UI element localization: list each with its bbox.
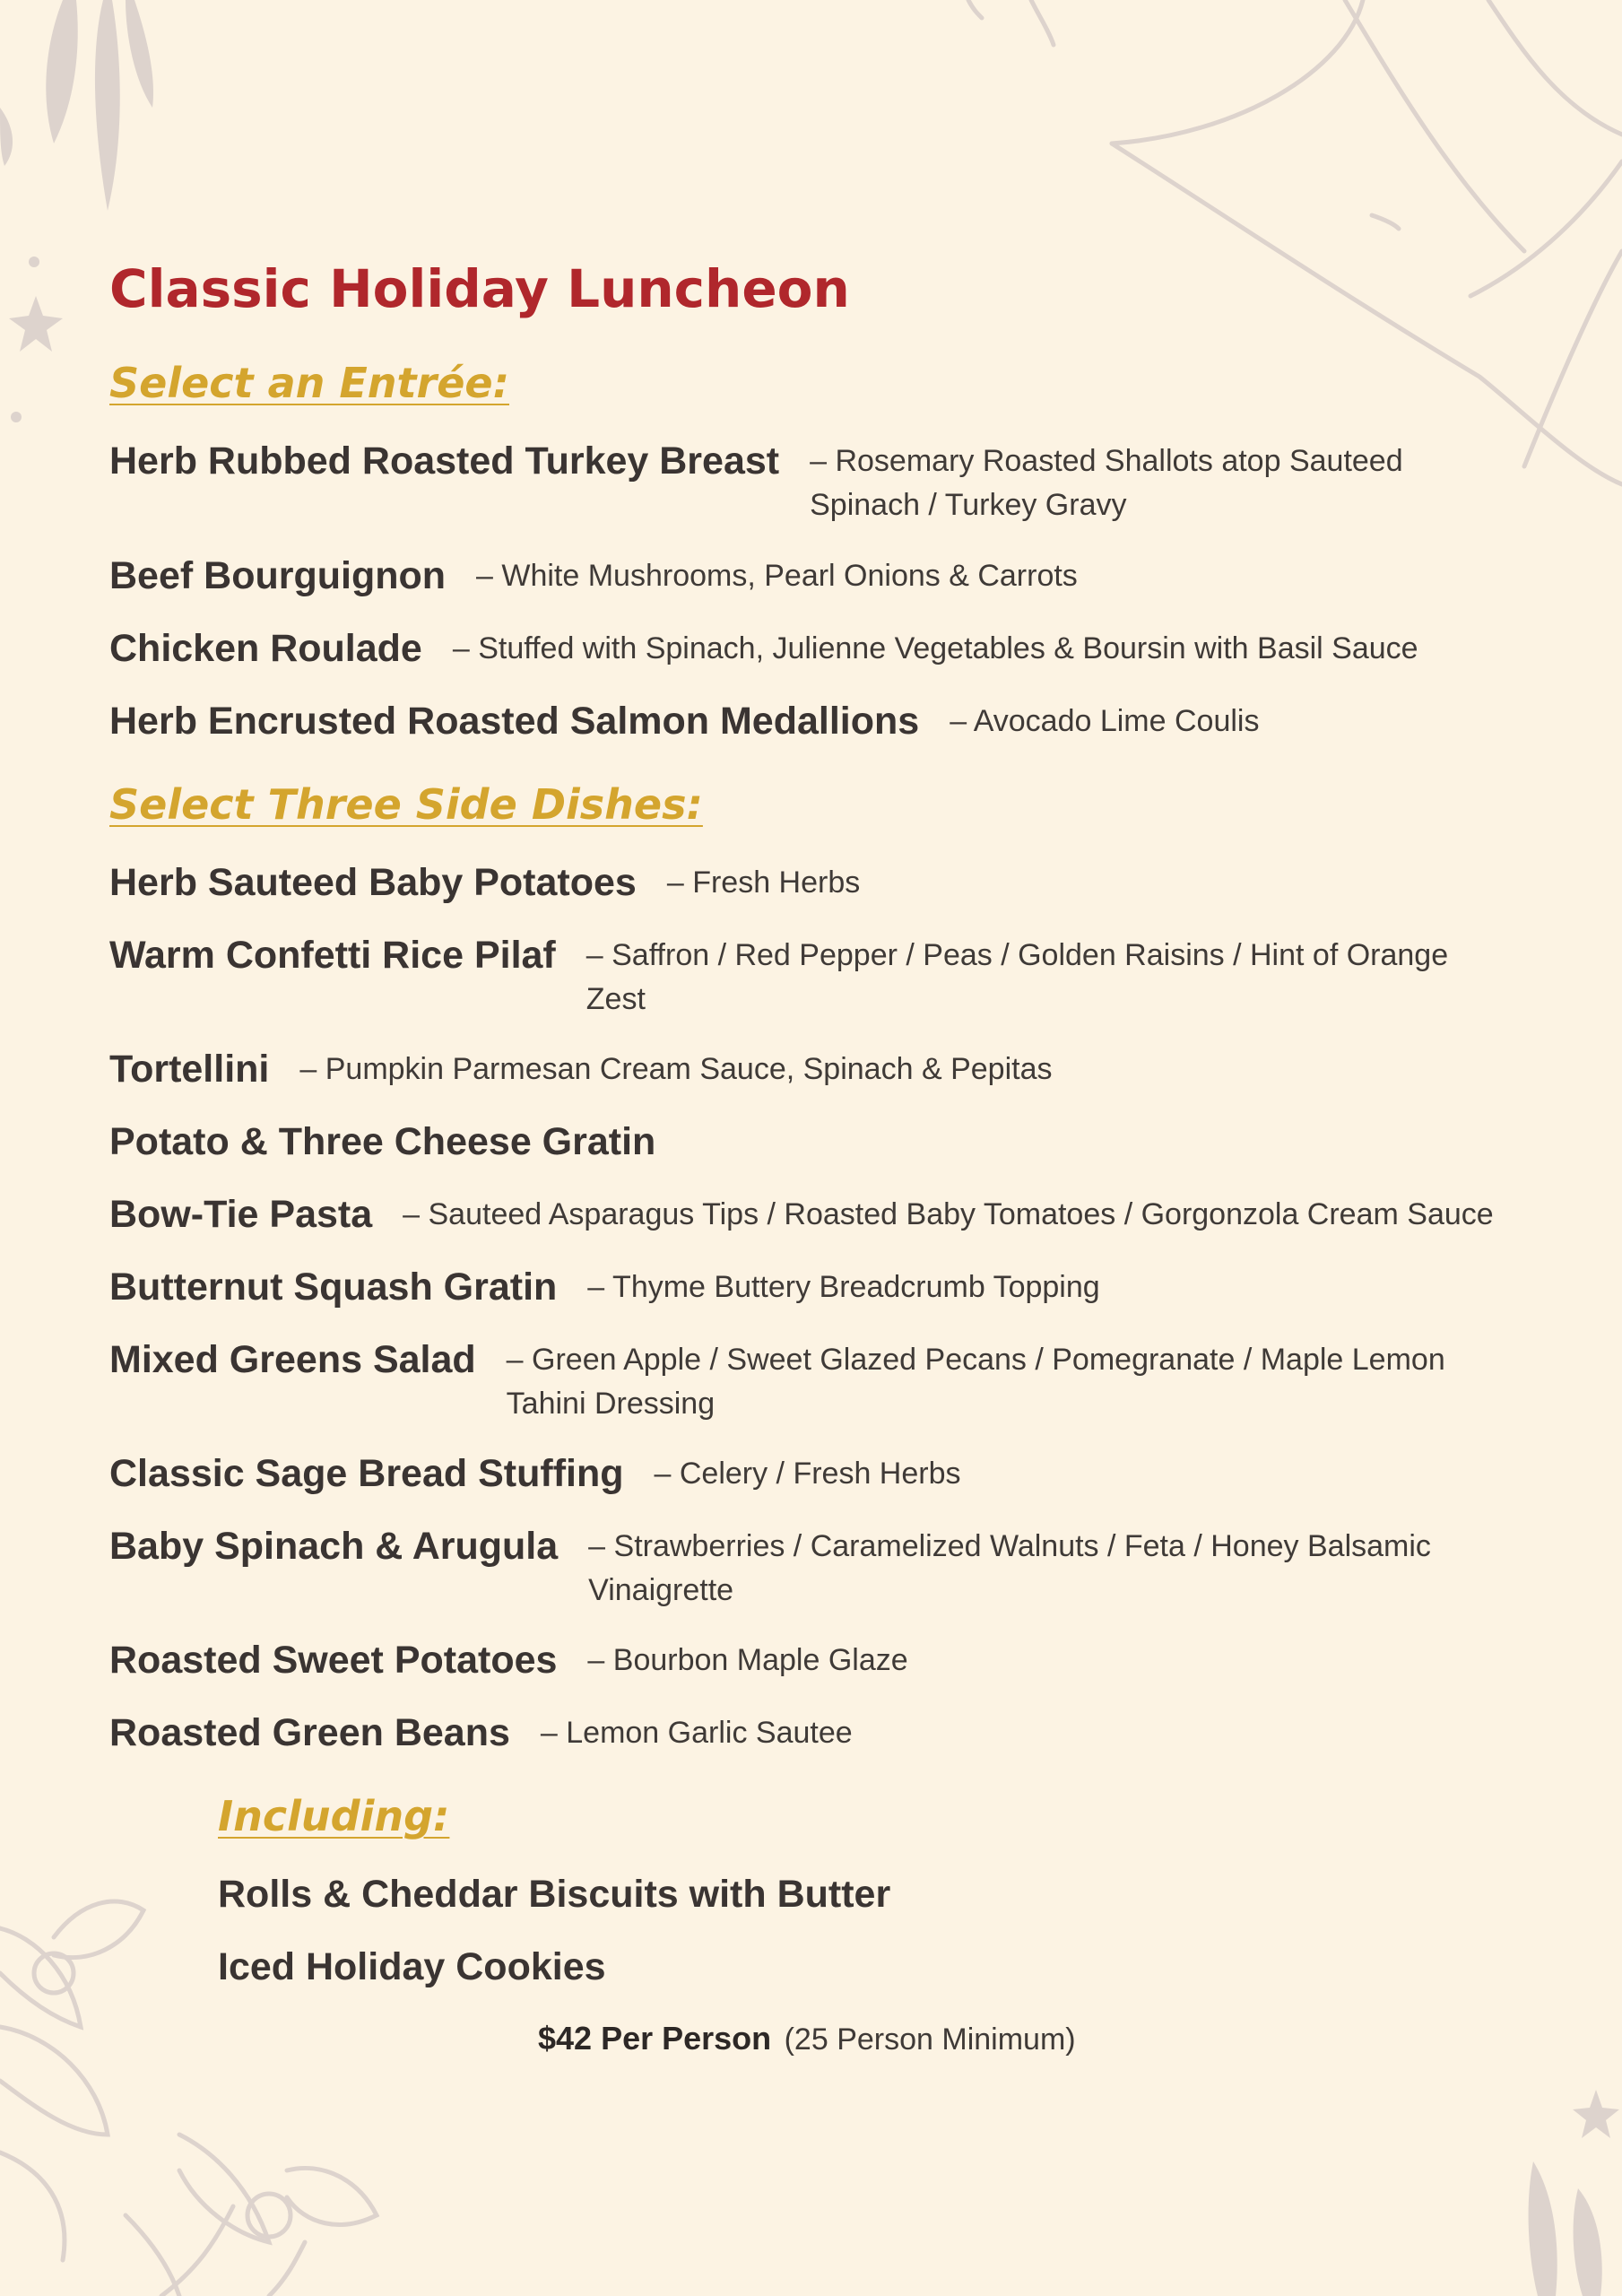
leaf-branch-icon bbox=[1529, 2161, 1602, 2296]
dish-description: – White Mushrooms, Pearl Onions & Carrots bbox=[476, 552, 1078, 598]
included-item: Iced Holiday Cookies bbox=[218, 1945, 606, 1988]
list-item bbox=[218, 1944, 606, 1990]
included-item: Rolls & Cheddar Biscuits with Butter bbox=[218, 1873, 891, 1916]
sides-heading: Select Three Side Dishes: bbox=[109, 780, 703, 829]
dish-name: Herb Encrusted Roasted Salmon Medallions bbox=[109, 700, 920, 743]
dish-name: Classic Sage Bread Stuffing bbox=[109, 1452, 624, 1495]
dish-name: Warm Confetti Rice Pilaf bbox=[109, 934, 556, 977]
dish-name: Herb Sauteed Baby Potatoes bbox=[109, 861, 637, 904]
dish-name: Roasted Sweet Potatoes bbox=[109, 1639, 558, 1682]
dish-description: – Sauteed Asparagus Tips / Roasted Baby Tomatoes / Gorgonzola Cream Sauce bbox=[403, 1191, 1494, 1237]
list-item bbox=[109, 932, 1465, 1022]
dish-name: Butternut Squash Gratin bbox=[109, 1265, 558, 1309]
dish-description: – Green Apple / Sweet Glazed Pecans / Pomegranate / Maple Lemon Tahini Dressing bbox=[507, 1336, 1475, 1426]
dish-name: Tortellini bbox=[109, 1048, 270, 1091]
list-item bbox=[109, 438, 1419, 527]
list-item bbox=[109, 1709, 853, 1756]
dish-description: – Lemon Garlic Sautee bbox=[541, 1709, 853, 1755]
list-item bbox=[109, 1450, 961, 1497]
dish-description: – Fresh Herbs bbox=[667, 859, 860, 905]
price: $42 Per Person bbox=[538, 2020, 772, 2057]
dish-name: Bow-Tie Pasta bbox=[109, 1193, 373, 1236]
dish-name: Chicken Roulade bbox=[109, 627, 422, 670]
dish-description: – Stuffed with Spinach, Julienne Vegetables & Boursin with Basil Sauce bbox=[453, 625, 1418, 671]
dish-description: – Saffron / Red Pepper / Peas / Golden Raisins / Hint of Orange Zest bbox=[586, 932, 1465, 1022]
list-item bbox=[109, 1264, 1100, 1310]
dish-name: Mixed Greens Salad bbox=[109, 1338, 476, 1381]
list-item bbox=[109, 1191, 1494, 1238]
list-item bbox=[109, 1336, 1475, 1426]
entree-heading: Select an Entrée: bbox=[109, 359, 510, 407]
list-item bbox=[218, 1871, 890, 1918]
dish-description: – Bourbon Maple Glaze bbox=[587, 1637, 907, 1683]
list-item bbox=[109, 1118, 655, 1165]
leaf-branch-icon bbox=[0, 0, 153, 211]
list-item bbox=[109, 625, 1418, 672]
dish-name: Potato & Three Cheese Gratin bbox=[109, 1120, 656, 1163]
price-line bbox=[538, 2020, 1076, 2057]
dish-name: Beef Bourguignon bbox=[109, 554, 447, 597]
dish-name: Roasted Green Beans bbox=[109, 1711, 510, 1754]
list-item bbox=[109, 859, 860, 906]
bell-icon bbox=[968, 0, 1622, 484]
including-heading: Including: bbox=[218, 1792, 450, 1840]
dish-description: – Rosemary Roasted Shallots atop Sauteed Spinach / Turkey Gravy bbox=[810, 438, 1419, 527]
dish-description: – Pumpkin Parmesan Cream Sauce, Spinach & Pepitas bbox=[299, 1046, 1052, 1091]
list-item bbox=[109, 1046, 1052, 1092]
dish-name: Baby Spinach & Arugula bbox=[109, 1525, 559, 1568]
dish-description: – Avocado Lime Coulis bbox=[950, 698, 1259, 744]
dish-description: – Strawberries / Caramelized Walnuts / Feta / Honey Balsamic Vinaigrette bbox=[588, 1523, 1485, 1613]
list-item bbox=[109, 698, 1259, 744]
menu-title: Classic Holiday Luncheon bbox=[109, 258, 850, 319]
list-item bbox=[109, 552, 1078, 599]
dish-description: – Celery / Fresh Herbs bbox=[655, 1450, 961, 1496]
dish-description: – Thyme Buttery Breadcrumb Topping bbox=[587, 1264, 1099, 1309]
list-item bbox=[109, 1637, 908, 1683]
dish-name: Herb Rubbed Roasted Turkey Breast bbox=[109, 439, 780, 483]
list-item bbox=[109, 1523, 1485, 1613]
price-note: (25 Person Minimum) bbox=[784, 2022, 1076, 2057]
